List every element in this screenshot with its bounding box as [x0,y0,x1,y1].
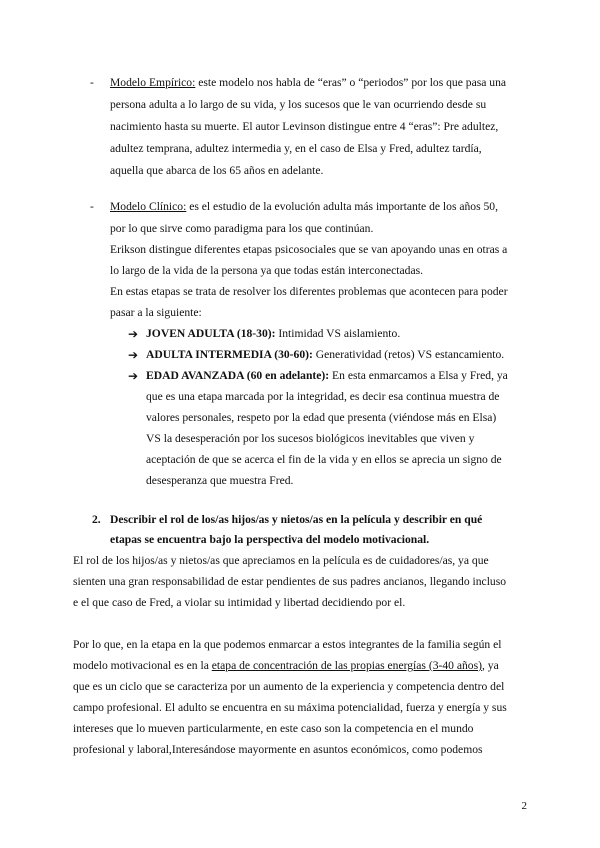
arrow-icon: ➔ [128,348,139,362]
paragraph-2-line-2: modelo motivacional es en la etapa de concentración de las propias energías (3-40 años), ya [73,659,499,672]
bullet-dash: - [90,76,94,89]
question-heading-line-2: etapas se encuentra bajo la perspectiva del modelo motivacional. [110,533,430,546]
empirico-line-5: aquella que abarca de los 65 años en adelante. [110,164,324,177]
stage-avanzada-line-2: que es una etapa marcada por la integridad, es decir esa continua muestra de [146,390,500,403]
paragraph-2-line-4: campo profesional. El adulto se encuentra en su máxima potencialidad, fuerza y energía y sus [73,701,507,714]
paragraph-2-line-1: Por lo que, en la etapa en la que podemos enmarcar a estos integrantes de la familia según el [73,638,502,651]
paragraph-2-line-3: que es un ciclo que se caracteriza por un aumento de la experiencia y competencia dentro del [73,680,505,693]
clinico-line-5: En estas etapas se trata de resolver los diferentes problemas que acontecen para poder [110,285,508,298]
paragraph-1-line-2: sienten una gran responsabilidad de estar pendientes de sus padres ancianos, llegando incluso [73,575,507,588]
empirico-line-4: adultez temprana, adultez intermedia y, en el caso de Elsa y Fred, adultez tardía, [110,142,482,155]
stage-intermedia: ADULTA INTERMEDIA (30-60): Generatividad (retos) VS estancamiento. [146,348,505,361]
paragraph-1-line-1: El rol de los hijos/as y nietos/as que apreciamos en la película es de cuidadores/as, ya que [73,554,489,567]
clinico-line-6: pasar a la siguiente: [110,306,202,319]
clinico-line-1: Modelo Clínico: es el estudio de la evolución adulta más importante de los años 50, [110,200,498,213]
page-number: 2 [521,800,527,812]
clinico-line-3: Erikson distingue diferentes etapas psicosociales que se van apoyando unas en otras a [110,243,508,256]
stage-avanzada: EDAD AVANZADA (60 en adelante): En esta enmarcamos a Elsa y Fred, ya [146,369,508,382]
stage-joven: JOVEN ADULTA (18-30): Intimidad VS aislamiento. [146,327,401,340]
stage-avanzada-line-6: desesperanza que muestra Fred. [146,474,294,487]
empirico-line-2: persona adulta a lo largo de su vida, y los sucesos que le van ocurriendo desde su [110,98,487,111]
arrow-icon: ➔ [128,327,139,341]
paragraph-1-line-3: e el que caso de Fred, a violar su intimidad y libertad decidiendo por el. [73,596,406,609]
bullet-dash: - [90,200,94,213]
question-heading-line-1: Describir el rol de los/as hijos/as y nietos/as en la película y describir en qué [110,513,483,526]
paragraph-2-line-6: profesional y laboral,Interesándose mayormente en asuntos económicos, como podemos [73,743,483,756]
paragraph-2-line-5: intereses que lo mueven particularmente, en este caso son la competencia en el mundo [73,722,474,735]
empirico-line-1: Modelo Empírico: este modelo nos habla de “eras” o “periodos” por los que pasa una [110,76,507,89]
clinico-line-4: lo largo de la vida de la persona ya que todas están interconectadas. [110,264,424,277]
empirico-title: Modelo Empírico: [110,76,196,89]
arrow-icon: ➔ [128,369,139,383]
stage-concentration-underlined: etapa de concentración de las propias energías (3-40 años) [211,659,482,672]
clinico-line-2: por lo que sirve como paradigma para los que continúan. [110,222,374,235]
stage-avanzada-line-4: VS la desesperación por los sucesos biológicos inevitables que viven y [146,432,475,445]
question-number: 2. [92,513,101,526]
stage-avanzada-line-3: valores personales, respeto por la edad que presenta (viéndose más en Elsa) [146,411,497,424]
clinico-title: Modelo Clínico: [110,200,187,213]
stage-avanzada-line-5: aceptación de que se acerca el fin de la vida y en ellos se aprecia un signo de [146,453,502,466]
empirico-line-3: nacimiento hasta su muerte. El autor Levinson distingue entre 4 “eras”: Pre adultez, [110,120,499,133]
